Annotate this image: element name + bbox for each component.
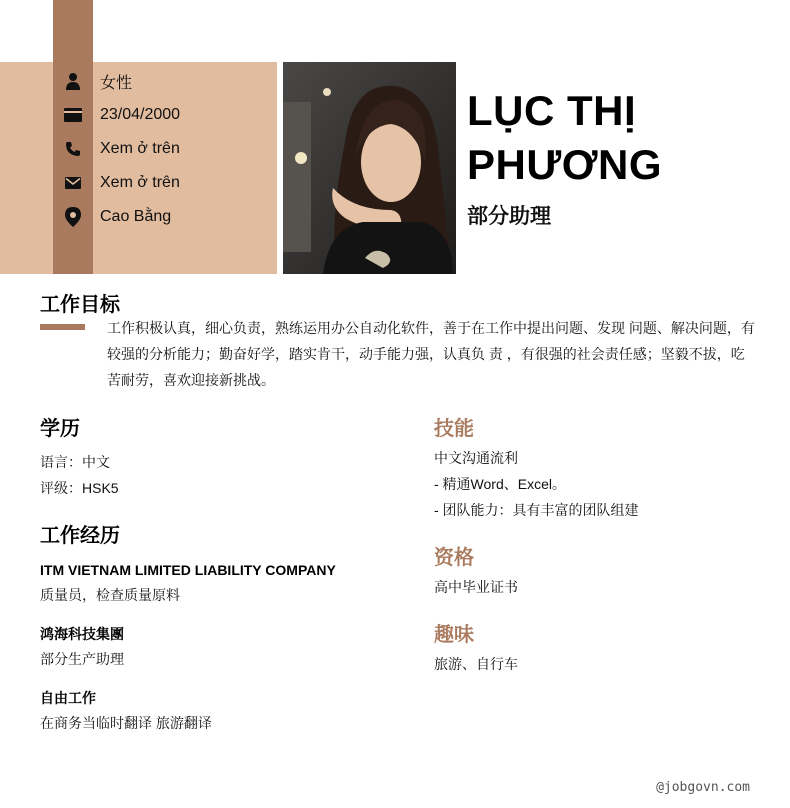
location-text: Cao Bằng	[100, 208, 172, 225]
profile-photo	[283, 62, 456, 274]
company-name: 自由工作	[40, 690, 96, 706]
qualifications-section	[434, 541, 764, 600]
contact-email	[62, 166, 180, 200]
objective-accent-bar	[40, 324, 85, 330]
education-line: 语言：中文	[40, 454, 110, 470]
job-title: 部分助理	[467, 205, 551, 228]
education-section	[40, 412, 410, 501]
objective-text: 工作积极认真，细心负责，熟练运用办公自动化软件，善于在工作中提出问题、发现 问题、解决问题，有较强的分析能力；勤奋好学，踏实肯干，动手能力强，认真负 责 ，有很强的社会责任感；坚毅不拔，吃苦耐劳，喜欢迎接新挑战。	[107, 320, 755, 388]
education-heading: 学历	[40, 418, 80, 440]
person-icon	[62, 70, 84, 92]
contact-location	[62, 200, 180, 234]
contact-gender	[62, 64, 180, 98]
right-column	[434, 412, 764, 677]
location-pin-icon	[62, 206, 84, 228]
objective-heading: 工作目标	[40, 294, 120, 316]
email-text: Xem ở trên	[100, 174, 180, 191]
hobbies-section	[434, 618, 764, 677]
qualifications-heading: 资格	[434, 547, 474, 569]
qualification-line: 高中毕业证书	[434, 579, 518, 595]
phone-icon	[62, 138, 84, 160]
footer-watermark: @jobgovn.com	[656, 780, 750, 795]
gender-text: 女性	[100, 74, 133, 92]
name-line-2: PHƯƠNG	[467, 141, 663, 188]
skill-line: 中文沟通流利	[434, 450, 518, 466]
experience-item	[40, 558, 410, 608]
job-role: 质量员，检查质量原料	[40, 587, 180, 603]
experience-heading: 工作经历	[40, 525, 120, 547]
skill-line: - 精通Word、Excel。	[434, 476, 566, 492]
experience-item	[40, 622, 410, 672]
contact-birthdate	[62, 98, 180, 132]
job-role: 部分生产助理	[40, 651, 124, 667]
contact-list	[62, 64, 180, 234]
skills-section	[434, 412, 764, 523]
birthdate-text: 23/04/2000	[100, 106, 181, 123]
calendar-icon	[62, 104, 84, 126]
experience-section	[40, 519, 410, 736]
skill-line: - 团队能力：具有丰富的团队组建	[434, 502, 639, 518]
company-name: 鸿海科技集團	[40, 626, 124, 642]
left-column	[40, 412, 410, 736]
phone-text: Xem ở trên	[100, 140, 180, 157]
experience-item	[40, 686, 410, 736]
hobbies-heading: 趣味	[434, 624, 474, 646]
mail-icon	[62, 172, 84, 194]
job-role: 在商务当临时翻译 旅游翻译	[40, 715, 212, 731]
skills-heading: 技能	[434, 418, 474, 440]
company-name: ITM VIETNAM LIMITED LIABILITY COMPANY	[40, 562, 336, 578]
contact-phone	[62, 132, 180, 166]
name-line-1: LỤC THỊ	[467, 87, 637, 134]
name-block	[467, 84, 777, 230]
hobby-line: 旅游、自行车	[434, 656, 518, 672]
education-line: 评级：HSK5	[40, 480, 119, 496]
